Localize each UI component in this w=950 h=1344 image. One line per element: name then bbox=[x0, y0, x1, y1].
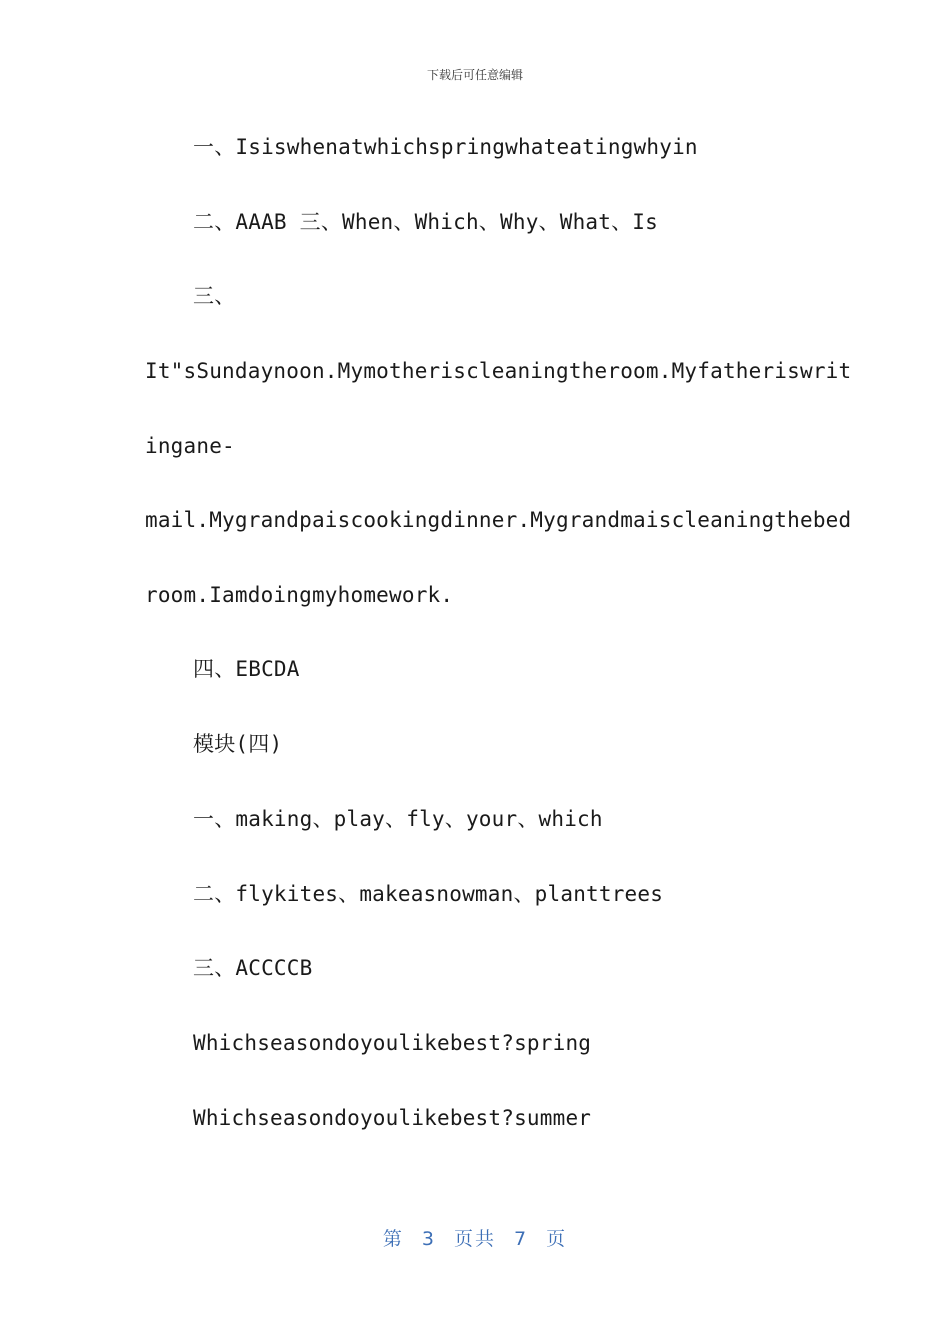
answer-line: mail.Mygrandpaiscookingdinner.Mygrandmaiscleaningthebed bbox=[145, 508, 852, 532]
answer-line: It"sSundaynoon.Mymotheriscleaningtheroom.Myfatheriswrit bbox=[145, 359, 852, 383]
section-title: 模块(四) bbox=[193, 732, 283, 756]
page-header-note: 下载后可任意编辑 bbox=[426, 68, 523, 82]
answer-line: 一、making、play、fly、your、which bbox=[193, 807, 603, 831]
answer-line: 三、ACCCCB bbox=[193, 956, 313, 980]
page-suffix: 页 bbox=[546, 1228, 568, 1250]
answer-line: Whichseasondoyoulikebest?summer bbox=[193, 1106, 592, 1130]
total-pages-number: 7 bbox=[514, 1228, 529, 1250]
current-page-number: 3 bbox=[421, 1228, 436, 1250]
page-prefix: 第 bbox=[382, 1228, 404, 1250]
answer-line: 一、Isiswhenatwhichspringwhateatingwhyin bbox=[193, 135, 698, 159]
page-footer bbox=[0, 1226, 950, 1252]
answer-line: 四、EBCDA bbox=[193, 657, 300, 681]
answer-line: Whichseasondoyoulikebest?spring bbox=[193, 1031, 592, 1055]
answer-line: ingane- bbox=[145, 434, 235, 458]
answer-line: 二、flykites、makeasnowman、planttrees bbox=[193, 882, 664, 906]
page-mid: 页共 bbox=[453, 1228, 496, 1250]
answer-line: 三、 bbox=[193, 284, 236, 308]
answer-line: 二、AAAB 三、When、Which、Why、What、Is bbox=[193, 210, 658, 234]
answer-line: room.Iamdoingmyhomework. bbox=[145, 583, 454, 607]
